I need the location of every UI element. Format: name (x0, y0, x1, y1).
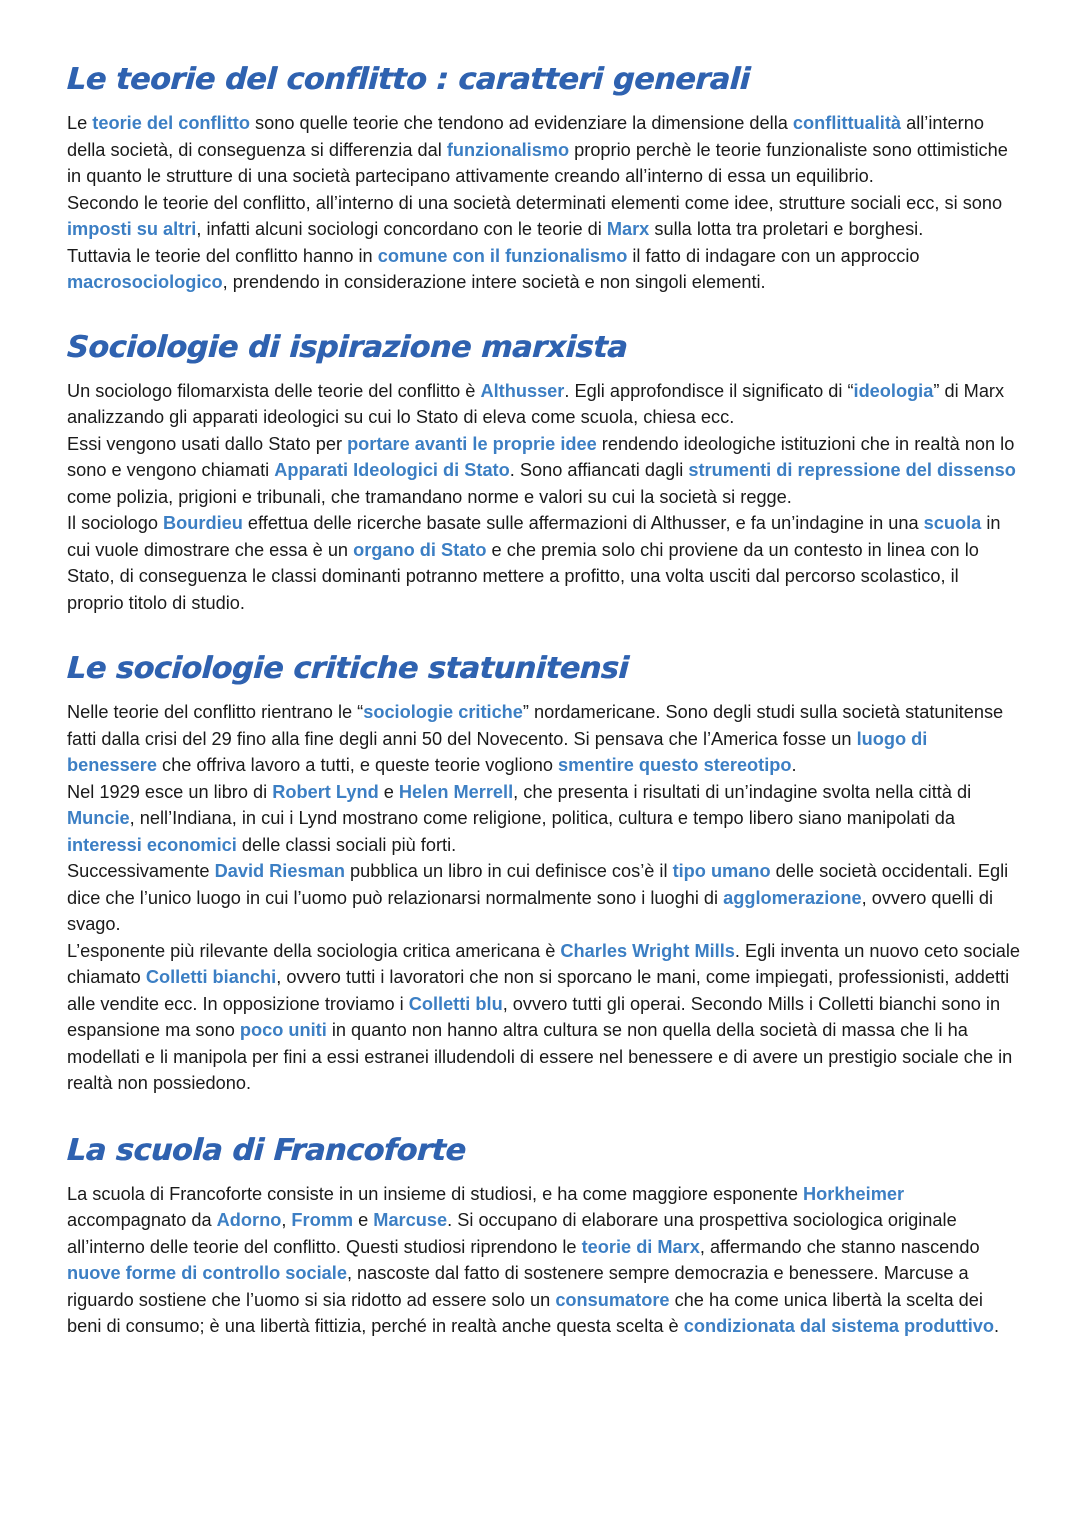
highlight-term: Bourdieu (163, 513, 243, 533)
paragraph (67, 378, 1020, 431)
text-run: ” nordamericane. Sono degli studi sulla società statunitense fatti dalla crisi del 29 fino alla fine degli anni 50 del Novecento. Si pensava che l’America fosse un (67, 702, 1004, 749)
highlight-term: funzionalismo (446, 139, 570, 160)
text-run: effettua delle ricerche basate sulle affermazioni di Althusser, e fa un’indagine in una (242, 513, 924, 533)
highlight-term: nuove forme di controllo sociale (67, 1263, 347, 1283)
highlight-term: condizionata dal sistema produttivo (683, 1316, 994, 1336)
paragraph (67, 779, 1020, 859)
highlight-term: conflittualità (792, 113, 902, 133)
text-run: che offriva lavoro a tutti, e queste teorie vogliono (157, 755, 559, 775)
highlight-term: consumatore (555, 1289, 670, 1310)
text-run: , (281, 1210, 292, 1230)
text-run: , ovvero tutti i lavoratori che non si sporcano le mani, come impiegati, professionisti, addetti alle vendite ecc. In opposizione troviamo i (67, 967, 1010, 1014)
text-run: come polizia, prigioni e tribunali, che tramandano norme e valori su cui la società si regge. (67, 486, 792, 507)
text-run: in cui vuole dimostrare che essa è un (67, 513, 1001, 560)
text-run: in quanto non hanno altra cultura se non quella della società di massa che li ha modellati e li manipola per fini a essi estranei illudendoli di essere nel benessere e di avere un prestigio sociale che in realtà non possiedono. (67, 1020, 1013, 1093)
text-run: Secondo le teorie del conflitto, all’interno di una società determinati elementi come idee, strutture sociali ecc, si sono (67, 192, 1003, 213)
highlight-term: tipo umano (672, 861, 771, 881)
section-heading: Le sociologie critiche statunitensi (66, 651, 630, 686)
highlight-term: strumenti di repressione del dissenso (688, 460, 1016, 480)
text-run: delle società occidentali. Egli dice che l’unico luogo in cui l’uomo può relazionarsi normalmente sono i luoghi di (67, 861, 1009, 908)
text-run: . Egli inventa un nuovo ceto sociale chiamato (67, 940, 1021, 987)
text-run: Successivamente (67, 861, 215, 881)
text-run: pubblica un libro in cui definisce cos’è il (345, 861, 673, 881)
paragraph (67, 510, 1020, 616)
highlight-term: Colletti blu (408, 993, 503, 1014)
paragraph (67, 858, 1020, 938)
highlight-term: Althusser (480, 380, 565, 401)
text-run: , ovvero tutti gli operai. Secondo Mills i Colletti bianchi sono in espansione ma sono (67, 993, 1001, 1040)
section-frankfurt-school (67, 1129, 1020, 1340)
highlight-term: imposti su altri (67, 219, 197, 239)
text-run: , nell’Indiana, in cui i Lynd mostrano come religione, politica, cultura e tempo libero siano manipolati da (129, 808, 955, 828)
section-heading: La scuola di Francoforte (66, 1132, 467, 1168)
highlight-term: Adorno (216, 1210, 282, 1230)
highlight-term: scuola (923, 513, 982, 533)
section-body (67, 1181, 1020, 1340)
text-run: sono quelle teorie che tendono ad evidenziare la dimensione della (249, 113, 793, 133)
paragraph (67, 190, 1020, 243)
section-marxist-sociologies (67, 326, 1020, 617)
text-run: , prendendo in considerazione intere società e non singoli elementi. (222, 272, 766, 292)
paragraph (67, 938, 1020, 1097)
text-run: . (993, 1316, 1000, 1336)
paragraph (67, 243, 1020, 296)
text-run: che ha come unica libertà la scelta dei beni di consumo; è una libertà fittizia, perché in realtà anche questa scelta è (67, 1289, 983, 1336)
highlight-term: ideologia (853, 380, 934, 401)
text-run: il fatto di indagare con un approccio (627, 245, 920, 266)
text-run: Essi vengono usati dallo Stato per (67, 433, 348, 454)
paragraph (67, 110, 1020, 190)
text-run: , ovvero quelli di svago. (67, 887, 994, 934)
highlight-term: macrosociologico (67, 272, 223, 292)
text-run: Un sociologo filomarxista delle teorie del conflitto è (67, 380, 481, 401)
highlight-term: Colletti bianchi (145, 967, 277, 987)
text-run: ” di Marx analizzando gli apparati ideologici su cui lo Stato di eleva come scuola, chiesa ecc. (67, 380, 1005, 427)
text-run: L’esponente più rilevante della sociologia critica americana è (67, 940, 561, 961)
highlight-term: Helen Merrell (398, 781, 514, 802)
highlight-term: portare avanti le proprie idee (347, 433, 597, 454)
text-run: Le (67, 113, 93, 133)
highlight-term: Horkheimer (803, 1183, 905, 1204)
highlight-term: David Riesman (214, 861, 345, 881)
text-run: Tuttavia le teorie del conflitto hanno in (67, 245, 378, 266)
highlight-term: luogo di benessere (67, 728, 928, 775)
section-body (67, 110, 1020, 296)
section-body (67, 378, 1020, 617)
text-run: e (353, 1210, 374, 1230)
text-run: sulla lotta tra proletari e borghesi. (649, 219, 924, 239)
text-run: , nascoste dal fatto di sostenere sempre democrazia e benessere. Marcuse a riguardo sostiene che l’uomo si sia ridotto ad essere solo un (67, 1263, 969, 1310)
text-run: . Si occupano di elaborare una prospettiva sociologica originale all’interno delle teorie del conflitto. Questi studiosi riprendono le (67, 1210, 957, 1257)
text-run: , affermando che stanno nascendo (699, 1236, 980, 1257)
text-run: . Egli approfondisce il significato di “ (564, 380, 854, 401)
text-run: Nel 1929 esce un libro di (67, 781, 273, 802)
text-run: e che premia solo chi proviene da un contesto in linea con lo Stato, di conseguenza le classi dominanti potranno mettere a profitto, una volta usciti dal percorso scolastico, il proprio titolo di studio. (67, 539, 979, 613)
section-conflict-theories (67, 58, 1020, 296)
text-run: . (791, 755, 797, 775)
highlight-term: teorie del conflitto (92, 113, 250, 133)
text-run: proprio perchè le teorie funzionaliste sono ottimistiche in quanto le strutture di una società partecipano attivamente creando all’interno di essa un equilibrio. (67, 139, 1008, 186)
highlight-term: poco uniti (239, 1020, 327, 1040)
text-run: delle classi sociali più forti. (236, 834, 457, 855)
highlight-term: Apparati Ideologici di Stato (274, 460, 510, 480)
section-us-critical-sociologies (67, 647, 1020, 1097)
highlight-term: agglomerazione (723, 887, 862, 908)
highlight-term: organo di Stato (353, 539, 487, 560)
text-run: all’interno della società, di conseguenza si differenzia dal (67, 113, 984, 160)
text-run: Nelle teorie del conflitto rientrano le “ (67, 702, 364, 722)
highlight-term: sociologie critiche (363, 702, 523, 722)
text-run: rendendo ideologiche istituzioni che in realtà non lo sono e vengono chiamati (67, 433, 1015, 480)
text-run: , che presenta i risultati di un’indagine svolta nella città di (513, 781, 972, 802)
highlight-term: teorie di Marx (581, 1236, 700, 1257)
paragraph (67, 431, 1020, 511)
highlight-term: Muncie (67, 808, 130, 828)
text-run: La scuola di Francoforte consiste in un insieme di studiosi, e ha come maggiore esponente (67, 1183, 803, 1204)
highlight-term: smentire questo stereotipo (558, 755, 792, 775)
paragraph (67, 699, 1020, 779)
paragraph (67, 1181, 1020, 1340)
section-body (67, 699, 1020, 1097)
highlight-term: Marcuse (373, 1210, 448, 1230)
highlight-term: comune con il funzionalismo (377, 245, 628, 266)
highlight-term: Charles Wright Mills (560, 940, 735, 961)
highlight-term: Fromm (291, 1210, 354, 1230)
highlight-term: Marx (606, 219, 650, 239)
text-run: , infatti alcuni sociologi concordano con le teorie di (196, 219, 607, 239)
text-run: Il sociologo (67, 513, 164, 533)
highlight-term: Robert Lynd (272, 781, 379, 802)
text-run: accompagnato da (67, 1210, 217, 1230)
text-run: e (378, 781, 399, 802)
section-heading: Le teorie del conflitto : caratteri generali (66, 62, 751, 97)
section-heading: Sociologie di ispirazione marxista (66, 329, 629, 365)
text-run: . Sono affiancati dagli (509, 460, 689, 480)
highlight-term: interessi economici (67, 834, 237, 855)
